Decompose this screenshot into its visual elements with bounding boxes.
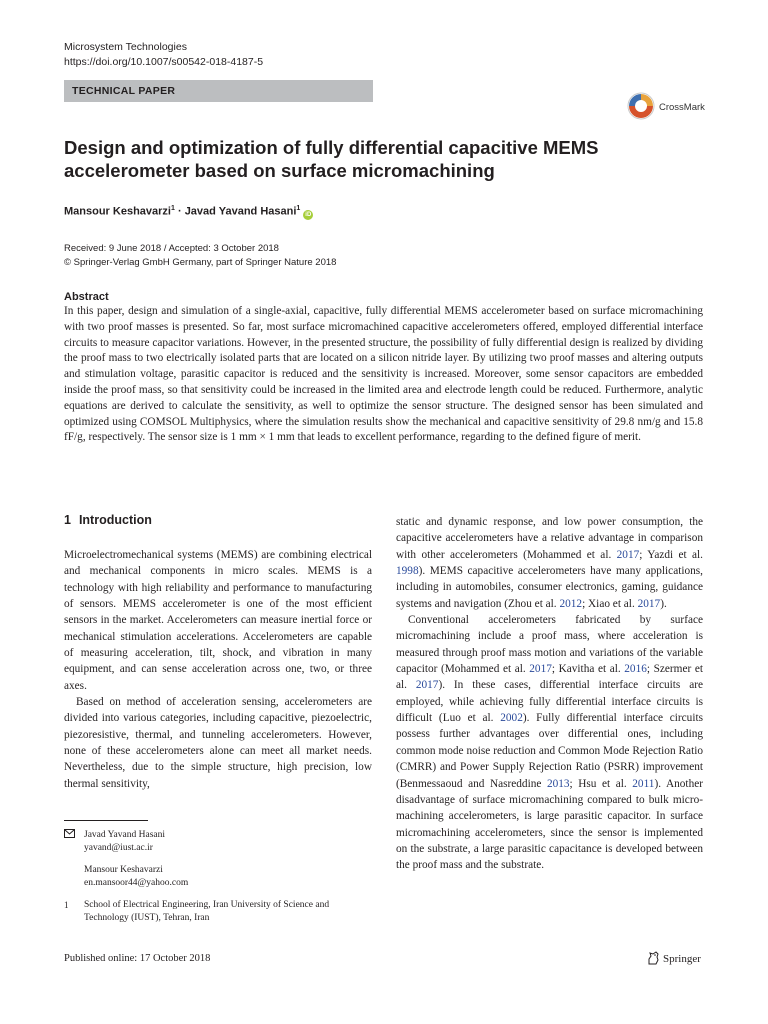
footnotes [64,829,372,925]
citation-link[interactable]: 2016 [624,663,647,676]
affiliation-number: 1 [64,900,69,910]
author-line [64,205,313,220]
received-accepted: Received: 9 June 2018 / Accepted: 3 October 2018 [64,243,279,254]
abstract-heading: Abstract [64,291,109,303]
citation-link[interactable]: 2017 [637,597,661,610]
text-run: ; Szermer et al. [396,663,703,692]
abstract-body: In this paper, design and simulation of a single-axial, capacitive, fully differential MEMS accelerometer based on surface micromachining with two proof masses is presented. So far, most surface micromachined capacitive accelerometers offered, employed differential interface circuits to measure capacitor variations. However, in the presented structure, the possibility of fully differential design is realized by dividing the proof mass to two electrically isolated parts that are located on a silicon nitride layer. By utilizing two proof masses and altering outputs and stimulation voltage, parasitic capacitor is reduced and the sensitivity is increased. Moreover, some sensor capacitors are embedded inside the proof mass, so that sensitivity could be increased in the limited area and electrode length could be reduced. Furthermore, analytic equations are derived to calculate the sensitivity, as well to optimize the sensor structure. The designed sensor has been simulated and optimized using COMSOL Multiphysics, where the simulation results show the mechanical and capacitive sensitivity of 29.8 nm/g and 15.8 fF/g, respectively. The sensor size is 1 mm × 1 mm that leads to excellent performance, regarding to the defined figure of merit. [64,305,703,444]
published-date: Published online: 17 October 2018 [64,953,211,964]
citation-link[interactable]: 2002 [500,712,523,725]
affiliation-marker: 1 [170,205,175,212]
paragraph: Microelectromechanical systems (MEMS) are combining electrical and mechanical components in micro scales. MEMS is a technology with high reliability and performance to manufacturing of sensors. MEMS accelerometer is one of the most efficient sensors in the market. Accelerometers can measure inertial force or mechanical stimulation accelerations. Accelerometers are capable of measuring acceleration, tilt, shock, and vibration in many equipment, and can sense acceleration across one, two, or three axes. [64,549,372,692]
text-run: ; Xiao et al. [582,597,638,610]
co-author [64,864,372,890]
journal-header [64,40,263,70]
springer-horse-icon [647,951,660,965]
section-title: Introduction [78,513,152,527]
citation-link[interactable]: 2011 [632,777,655,790]
text-run: ; Yazdi et al. [639,548,703,561]
abstract-section [64,290,703,446]
article-dates [64,242,336,270]
copyright-line: © Springer-Verlag GmbH Germany, part of Springer Nature 2018 [64,257,337,268]
affiliation-text: School of Electrical Engineering, Iran University of Science and Technology (IUST), Tehran, Iran [84,900,330,923]
paper-title: Design and optimization of fully differential capacitive MEMS accelerometer based on surface micromachining [64,137,599,181]
citation-link[interactable]: 1998 [396,565,419,578]
citation-link[interactable]: 2012 [559,597,583,610]
citation-link[interactable]: 2017 [415,679,439,692]
journal-name: Microsystem Technologies [64,41,187,53]
doi-link[interactable]: https://doi.org/10.1007/s00542-018-4187-5 [64,56,264,68]
text-run: ). MEMS capacitive accelerometers have many applications, including in automobiles, consumer electronics, gaming, guidance systems and navigation (Zhou et al. [396,565,703,610]
citation-link[interactable]: 2017 [616,548,640,561]
text-run: ; Kavitha et al. [551,663,625,676]
author-separator: · [177,205,182,218]
text-run: ). In these cases, differential interface circuits are employed, while achieving fully differential interface circuits is difficult (Luo et al. [396,679,703,725]
author-name[interactable]: Javad Yavand Hasani [184,205,297,218]
section-heading [64,513,152,527]
author-name[interactable]: Mansour Keshavarzi [64,205,171,218]
envelope-icon [64,829,75,842]
author-email[interactable]: en.mansoor44@yahoo.com [84,878,189,888]
text-run: ; Hsu et al. [569,777,633,790]
publisher-logo [647,951,701,965]
left-column [64,547,372,792]
text-run: ). Another disadvantage of surface micromachining compared to bulk micro-machining accelerometers, is large parasitic capacitor. In surface micromachining accelerometers, since the sensor is implemented on the substrate, a large parasitic capacitance is developed between the proof mass and the substrate. [396,777,703,872]
affiliation [64,899,372,925]
author-name: Mansour Keshavarzi [84,865,163,875]
text-run: static and dynamic response, and low power consumption, the capacitive accelerometers have a relative advantage in comparison with other accelerometers (Mohammed et al. [396,516,703,561]
author-email[interactable]: yavand@iust.ac.ir [84,843,153,853]
footnote-divider [64,820,148,821]
affiliation-marker: 1 [296,205,301,212]
corresponding-author [64,829,372,855]
author-name: Javad Yavand Hasani [84,830,166,840]
text-run: ). Fully differential interface circuits possess further advantages over differential ones, including common mode noise reduction and Common Mode Rejection Ratio (CMRR) and Power Supply Rejection Ratio (PSRR) improvement (Benmessaoud and Nasreddine [396,712,703,790]
paragraph [396,612,703,874]
citation-link[interactable]: 2017 [529,663,552,676]
orcid-icon[interactable]: iD [305,211,312,218]
crossmark-badge[interactable] [627,92,737,124]
paragraph [396,514,703,612]
crossmark-icon [627,92,655,120]
section-number: 1 [64,513,71,527]
citation-link[interactable]: 2013 [546,777,570,790]
text-run: ). [660,597,667,610]
right-column [396,514,703,874]
text-run: Conventional accelerometers fabricated by surface micromachining include a proof mass, where acceleration is measured through proof mass motion and variations of the variable capacitor (Mohammed et al. [396,614,703,676]
crossmark-label: CrossMark [659,102,705,113]
paragraph: Based on method of acceleration sensing, accelerometers are divided into various categories, including capacitive, piezoelectric, piezoresistive, thermal, and tunneling accelerometers. However, none of these accelerometers alone can meet all market needs. Nevertheless, due to the simple structure, high precision, low thermal sensitivity, [64,696,372,790]
publisher-name: Springer [663,953,701,965]
article-type-banner: TECHNICAL PAPER [64,80,373,102]
